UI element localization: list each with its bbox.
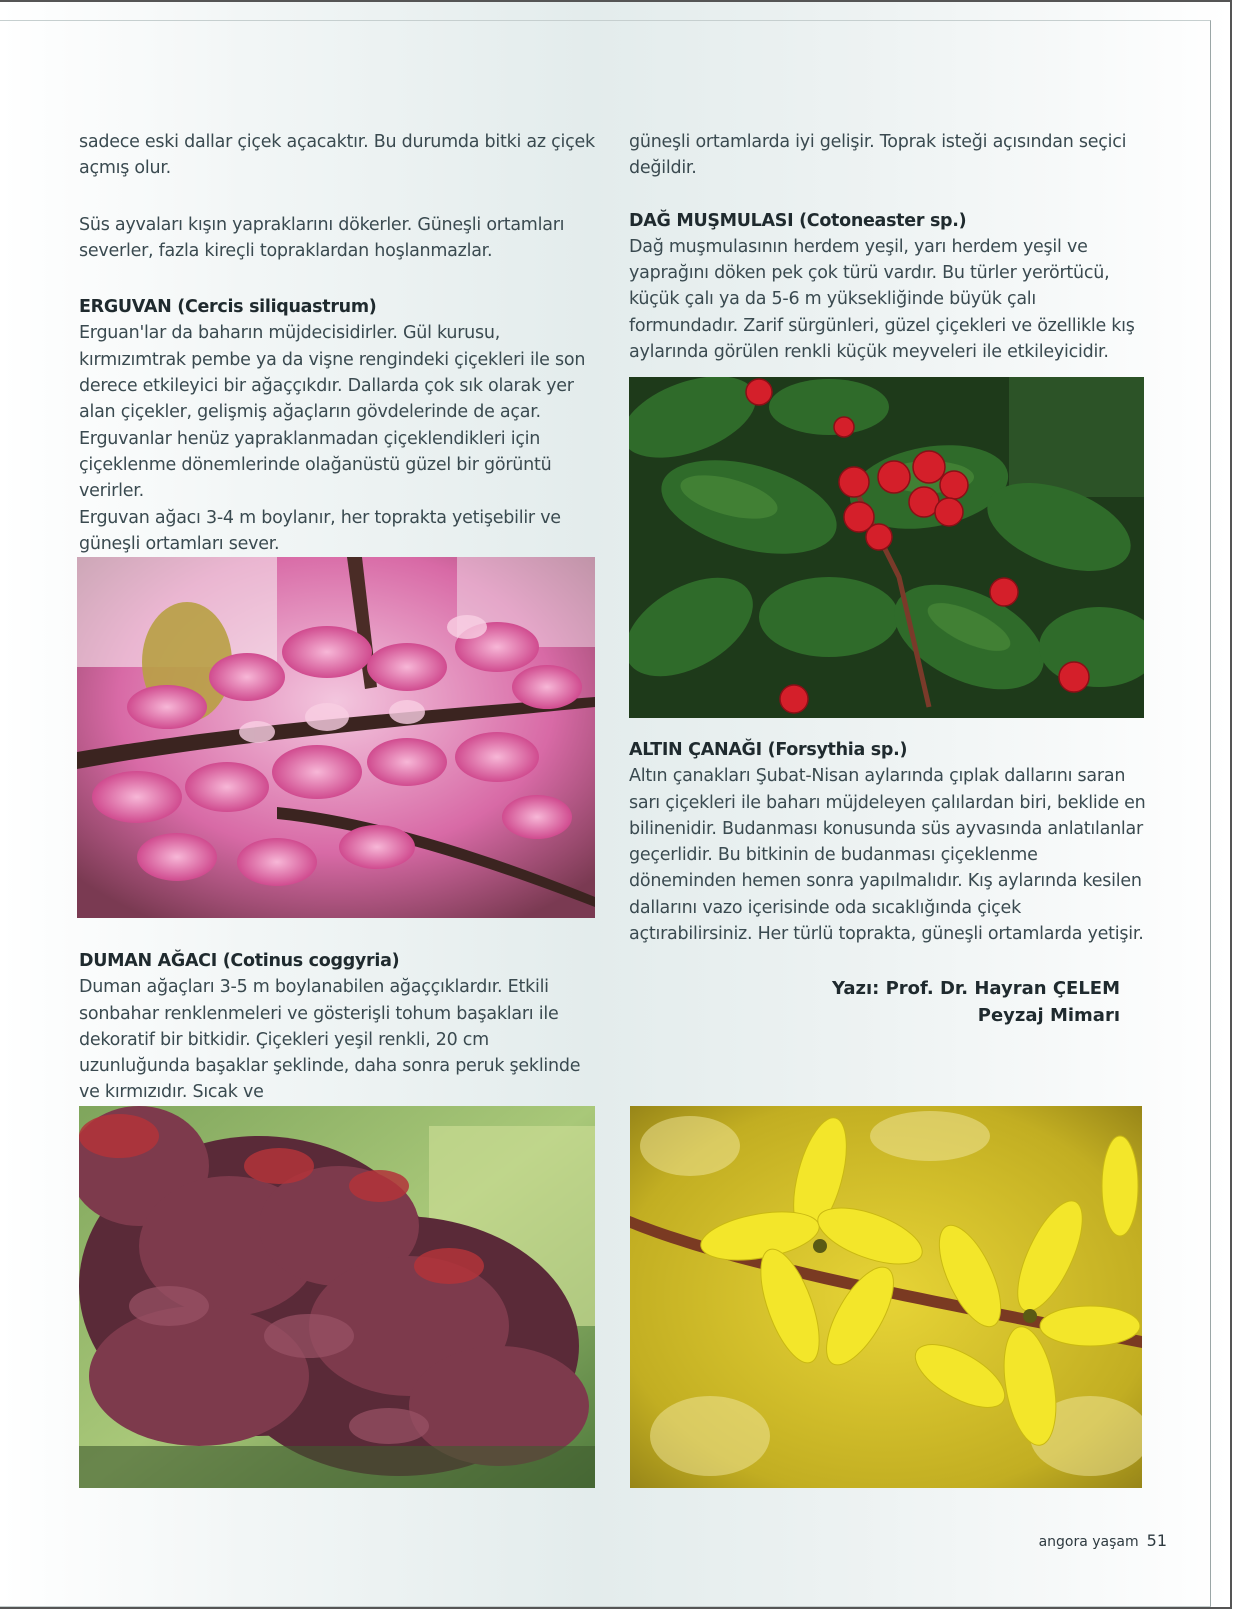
paragraph-intro: sadece eski dallar çiçek açacaktır. Bu durumda bitki az çiçek açmış olur. (79, 132, 595, 179)
heading-duman: DUMAN AĞACI (Cotinus coggyria) (79, 951, 400, 971)
paragraph-erguvan-2: Erguvan ağacı 3-4 m boylanır, her toprakta yetişebilir ve güneşli ortamları sever. (79, 507, 561, 554)
paragraph-guneşli: güneşli ortamlarda iyi gelişir. Toprak isteği açısından seçici değildir. (629, 132, 1127, 179)
paragraph-dag-musmulasi: Dağ muşmulasının herdem yeşil, yarı herdem yeşil ve yaprağını döken pek çok türü vardır. Bu türler yerörtücü, küçük çalı ya da 5-6 m yüksekliğinde büyük çalı formundadır. Zarif sürgünleri, güzel çiçekleri ve özellikle kış aylarında görülen renkli küçük meyveleri ile etkileyicidir. (629, 236, 1135, 363)
photo-altin-canagi (630, 1106, 1142, 1488)
heading-dag-musmulasi: DAĞ MUŞMULASI (Cotoneaster sp.) (629, 210, 967, 231)
paragraph-sus-ayvasi: Süs ayvaları kışın yapraklarını dökerler. Güneşli ortamları severler, fazla kireçli topraklardan hoşlanmazlar. (79, 214, 565, 261)
left-column-top (79, 129, 599, 557)
magazine-name: angora yaşam (1038, 1534, 1139, 1550)
paragraph-duman: Duman ağaçları 3-5 m boylanabilen ağaççıklardır. Etkili sonbahar renklenmeleri ve gösterişli tohum başakları ile dekoratif bir bitkidir. Çiçekleri yeşil renkli, 20 cm uzunluğunda başaklar şeklinde, daha sonra peruk şeklinde ve kırmızıdır. Sıcak ve (79, 977, 581, 1103)
photo-erguvan-blossoms (77, 557, 595, 918)
right-column-bottom (629, 737, 1149, 947)
paragraph-altin-canagi: Altın çanakları Şubat-Nisan aylarında çıplak dallarını saran sarı çiçekleri ile baharı müjdeleyen çalılardan biri, beklide en bilinenidir. Budanması konusunda süs ayvasında anlatılanlar geçerlidir. Bu bitkinin de budanması çiçeklenme döneminden hemen sonra yapılmalıdır. Kış aylarında kesilen dallarını vazo içerisinde oda sıcaklığında çiçek açtırabilirsiniz. Her türlü toprakta, güneşli ortamlarda yetişir. (629, 766, 1146, 945)
photo-duman-agaci (79, 1106, 595, 1488)
left-column-bottom (79, 948, 599, 1106)
author-name: Yazı: Prof. Dr. Hayran ÇELEM (831, 978, 1120, 999)
author-signature (832, 975, 1120, 1029)
page-footer (1039, 1531, 1167, 1550)
heading-erguvan: ERGUVAN (Cercis siliquastrum) (79, 297, 377, 318)
right-column-top (629, 129, 1149, 365)
paragraph-erguvan-1: Erguan'lar da baharın müjdecisidirler. Gül kurusu, kırmızımtrak pembe ya da vişne rengindeki çiçekleri ile son derece etkileyici bir ağaççıkdır. Dallarda çok sık olarak yer alan çiçekler, gelişmiş ağaçların gövdelerinde de açar. Erguvanlar henüz yapraklanmadan çiçeklendikleri için çiçeklenme dönemlerinde olağanüstü güzel bir görüntü verirler. (79, 323, 586, 502)
author-title: Peyzaj Mimarı (977, 1005, 1120, 1026)
heading-altin-canagi: ALTIN ÇANAĞI (Forsythia sp.) (629, 740, 908, 760)
photo-dag-musmulasi (629, 377, 1144, 718)
page-number: 51 (1146, 1531, 1167, 1550)
